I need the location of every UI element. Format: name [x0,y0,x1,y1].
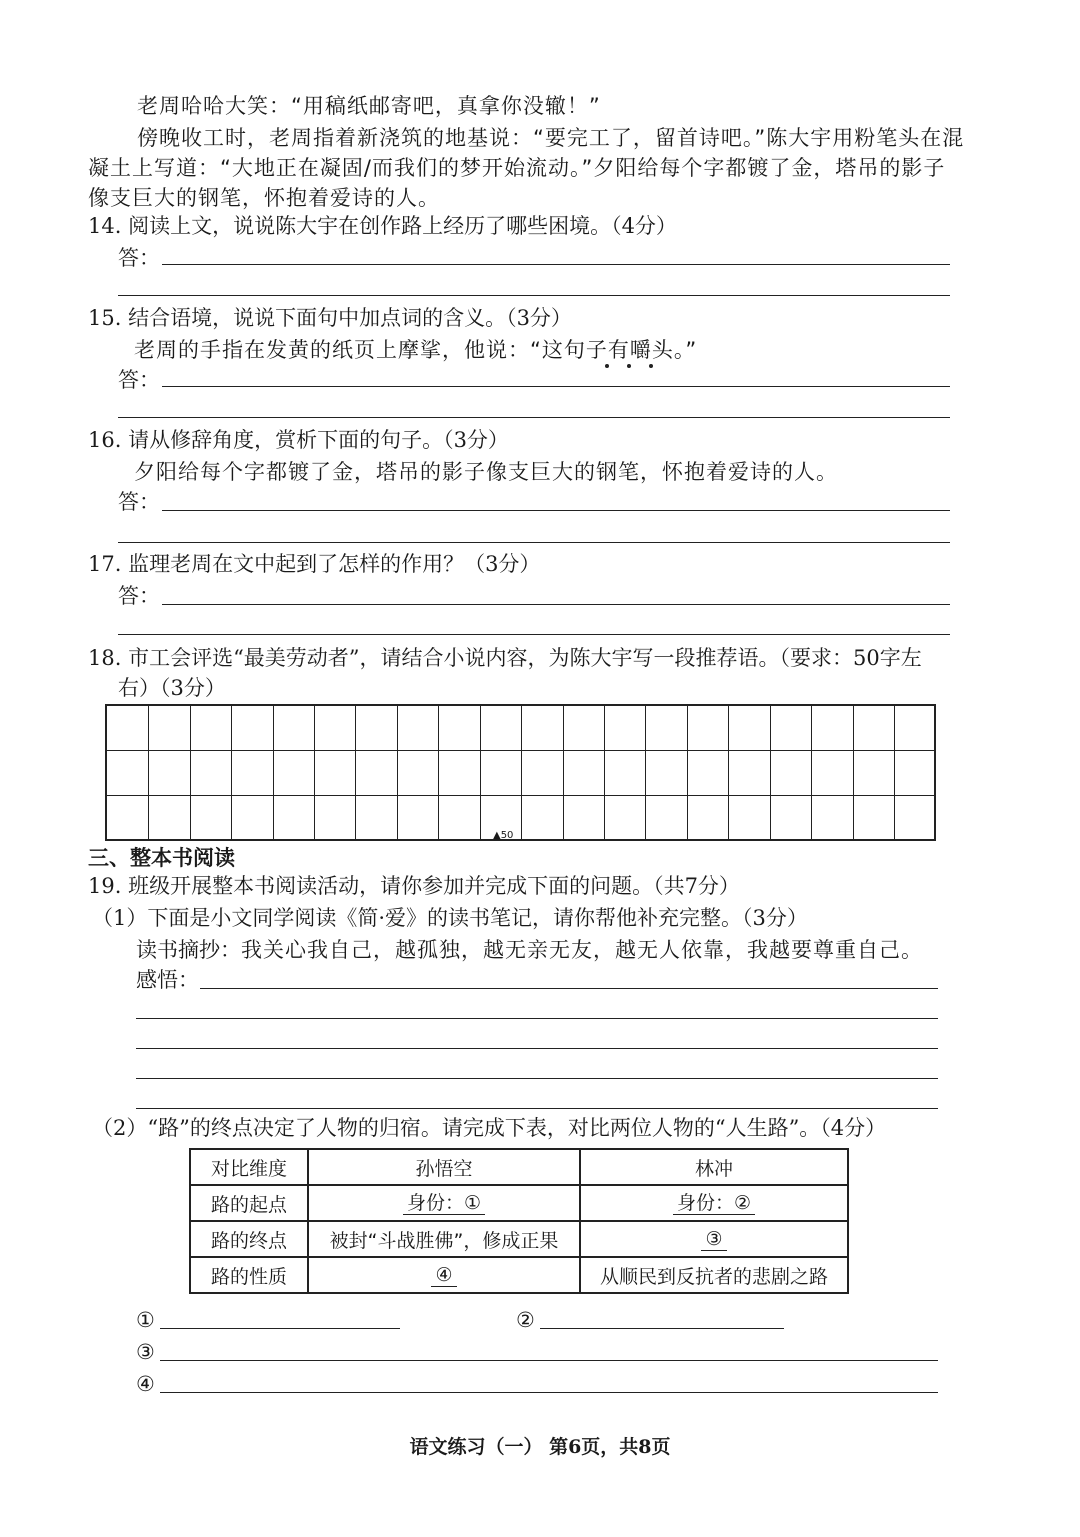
answer-line-15a[interactable] [162,386,950,387]
answer-line-17a[interactable] [162,604,950,605]
table-cell-blank-1: 身份：① [308,1185,580,1221]
passage-line-4: 像支巨大的钢笔，怀抱着爱诗的人。 [88,186,440,210]
question-18-line-1: 18. 市工会评选“最美劳动者”，请结合小说内容，为陈大宇写一段推荐语。（要求：50字左 [88,646,922,670]
insight-line-4[interactable] [136,1078,938,1079]
table-cell-dim: 路的起点 [190,1185,308,1221]
table-cell-blank-2: 身份：② [580,1185,848,1221]
table-cell-dim: 路的性质 [190,1257,308,1293]
question-19: 19. 班级开展整本书阅读活动，请你参加并完成下面的问题。（共7分） [88,874,740,898]
table-row [190,1221,848,1257]
answer-line-16b[interactable] [118,542,950,543]
question-17: 17. 监理老周在文中起到了怎样的作用？（3分） [88,552,541,576]
answer-label-14: 答： [118,246,160,270]
passage-line-2: 傍晚收工时，老周指着新浇筑的地基说：“要完工了，留首诗吧。”陈大宇用粉笔头在混 [137,126,965,150]
page-footer: 语文练习（一） 第6页，共8页 [409,1436,671,1458]
insight-line-3[interactable] [136,1048,938,1049]
table-header: 林冲 [580,1149,848,1185]
section-heading: 三、整本书阅读 [88,845,235,870]
answer-label-16: 答： [118,490,160,514]
insight-line-2[interactable] [136,1018,938,1019]
answer-label-3: ③ [136,1340,155,1364]
question-18-line-2: 右）（3分） [118,676,226,700]
answer-line-14b[interactable] [118,295,950,296]
excerpt-text: 我关心我自己，越孤独，越无亲无友，越无人依靠，我越要尊重自己。 [241,938,923,962]
answer-label-15: 答： [118,368,160,392]
answer-line-14a[interactable] [162,264,950,265]
excerpt-label: 读书摘抄： [136,938,241,962]
question-15: 15. 结合语境，说说下面句中加点词的含义。（3分） [88,306,572,330]
emphasis-dot [649,364,653,368]
answer-line-15b[interactable] [118,417,950,418]
grid-50-marker: ▲50 [493,830,514,841]
table-cell-blank-4: ④ [308,1257,580,1293]
answer-line-16a[interactable] [162,510,950,511]
table-row [190,1185,848,1221]
table-cell-blank-3: ③ [580,1221,848,1257]
comparison-table [189,1148,849,1294]
answer-label-2: ② [516,1308,535,1332]
question-16: 16. 请从修辞角度，赏析下面的句子。（3分） [88,428,509,452]
insight-line-5[interactable] [136,1108,938,1109]
answer-label-4: ④ [136,1372,155,1396]
table-cell: 从顺民到反抗者的悲剧之路 [580,1257,848,1293]
table-header: 对比维度 [190,1149,308,1185]
passage-line-1: 老周哈哈大笑：“用稿纸邮寄吧，真拿你没辙！” [137,94,601,118]
answer-line-3[interactable] [160,1360,938,1361]
answer-label-17: 答： [118,584,160,608]
insight-label: 感悟： [136,968,199,992]
answer-line-4[interactable] [160,1392,938,1393]
question-19-part-1: （1）下面是小文同学阅读《简·爱》的读书笔记，请你帮他补充完整。（3分） [92,906,808,930]
writing-grid[interactable] [105,704,936,841]
emphasis-dot [627,364,631,368]
question-19-part-2: （2）“路”的终点决定了人物的归宿。请完成下表，对比两位人物的“人生路”。（4分） [92,1116,887,1140]
answer-line-2[interactable] [540,1328,784,1329]
table-header: 孙悟空 [308,1149,580,1185]
insight-line-1[interactable] [200,988,938,989]
emphasis-dot [605,364,609,368]
passage-line-3: 凝土上写道：“大地正在凝固/而我们的梦开始流动。”夕阳给每个字都镀了金，塔吊的影子 [88,156,946,180]
table-header-row [190,1149,848,1185]
table-row [190,1257,848,1293]
answer-line-17b[interactable] [118,634,950,635]
answer-line-1[interactable] [160,1328,400,1329]
answer-label-1: ① [136,1308,155,1332]
quote-16: 夕阳给每个字都镀了金，塔吊的影子像支巨大的钢笔，怀抱着爱诗的人。 [134,460,838,484]
table-cell-dim: 路的终点 [190,1221,308,1257]
quote-15: 老周的手指在发黄的纸页上摩挲，他说：“这句子有嚼头。” [134,338,698,362]
question-14: 14. 阅读上文，说说陈大宇在创作路上经历了哪些困境。（4分） [88,214,677,238]
table-cell: 被封“斗战胜佛”，修成正果 [308,1221,580,1257]
